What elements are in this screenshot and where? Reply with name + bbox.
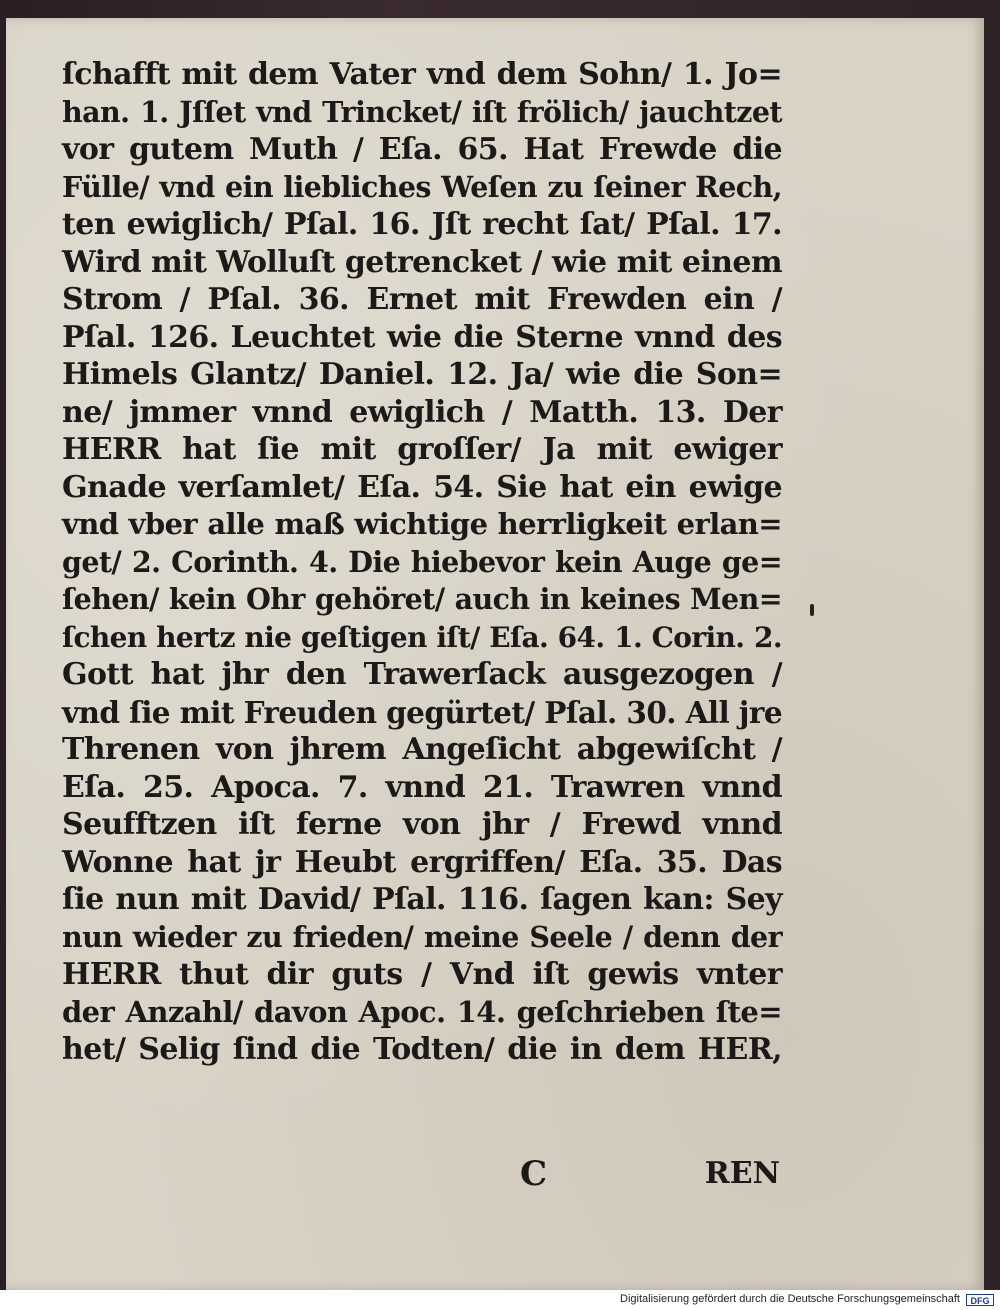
text-line: Pſal. 126. Leuchtet wie die Sterne vnnd des: [62, 319, 782, 355]
signature-mark: C: [520, 1154, 548, 1194]
text-line: Wonne hat jr Heubt ergriffen/ Eſa. 35. Das: [62, 844, 782, 880]
text-line: ne/ jmmer vnnd ewiglich / Matth. 13. Der: [62, 394, 782, 430]
text-line: ten ewiglich/ Pſal. 16. Jſt recht ſat/ Pſal. 17.: [62, 207, 782, 242]
text-line: Fülle/ vnd ein liebliches Weſen zu ſeiner Rech,: [62, 169, 782, 204]
text-line: ſie nun mit David/ Pſal. 116. ſagen kan: Sey: [62, 882, 782, 917]
digitization-footer: [0, 1290, 1000, 1310]
text-line: HERR thut dir guts / Vnd iſt gewis vnter: [62, 957, 782, 992]
text-line: vnd ſie mit Freuden gegürtet/ Pſal. 30. All jre: [62, 694, 782, 730]
text-line: Wird mit Wolluſt getrencket / wie mit einem: [62, 244, 782, 280]
funding-credit: Digitalisierung gefördert durch die Deutsche Forschungsgemeinschaft: [620, 1293, 960, 1305]
ink-speck: [810, 604, 814, 616]
text-line: HERR hat ſie mit groſſer/ Ja mit ewiger: [62, 432, 782, 467]
book-page: [6, 18, 984, 1290]
page-footer-marks: [506, 1154, 786, 1194]
text-line: ſchen hertz nie geſtigen iſt/ Eſa. 64. 1. Corin. 2.: [62, 620, 782, 654]
text-line: Seufftzen iſt ferne von jhr / Frewd vnnd: [62, 807, 782, 842]
text-line: ſehen/ kein Ohr gehöret/ auch in keines Men=: [62, 582, 782, 616]
text-line: Gnade verſamlet/ Eſa. 54. Sie hat ein ewige: [62, 469, 782, 505]
text-line: ſchafft mit dem Vater vnd dem Sohn/ 1. Jo=: [62, 57, 782, 92]
text-line: Eſa. 25. Apoca. 7. vnnd 21. Trawren vnnd: [62, 769, 782, 805]
catchword: REN: [704, 1156, 780, 1191]
text-line: Gott hat jhr den Trawerſack ausgezogen /: [62, 657, 782, 692]
text-block: [62, 56, 782, 1069]
text-line: het/ Selig ſind die Todten/ die in dem HER,: [62, 1032, 782, 1067]
text-line: get/ 2. Corinth. 4. Die hiebevor kein Auge ge=: [62, 544, 782, 579]
text-line: nun wieder zu frieden/ meine Seele / denn der: [62, 919, 782, 954]
text-line: Himels Glantz/ Daniel. 12. Ja/ wie die Son=: [62, 357, 782, 392]
text-line: vnd vber alle maß wichtige herrligkeit erlan=: [62, 507, 782, 541]
dfg-logo: DFG: [966, 1294, 994, 1306]
text-line: vor gutem Muth / Eſa. 65. Hat Frewde die: [62, 132, 782, 167]
text-line: Strom / Pſal. 36. Ernet mit Frewden ein /: [62, 282, 782, 317]
text-line: han. 1. Jſſet vnd Trincket/ iſt frölich/ jauchtzet: [62, 94, 782, 129]
text-line: Threnen von jhrem Angeſicht abgewiſcht /: [62, 732, 782, 767]
text-line: der Anzahl/ davon Apoc. 14. geſchrieben ſte=: [62, 994, 782, 1029]
